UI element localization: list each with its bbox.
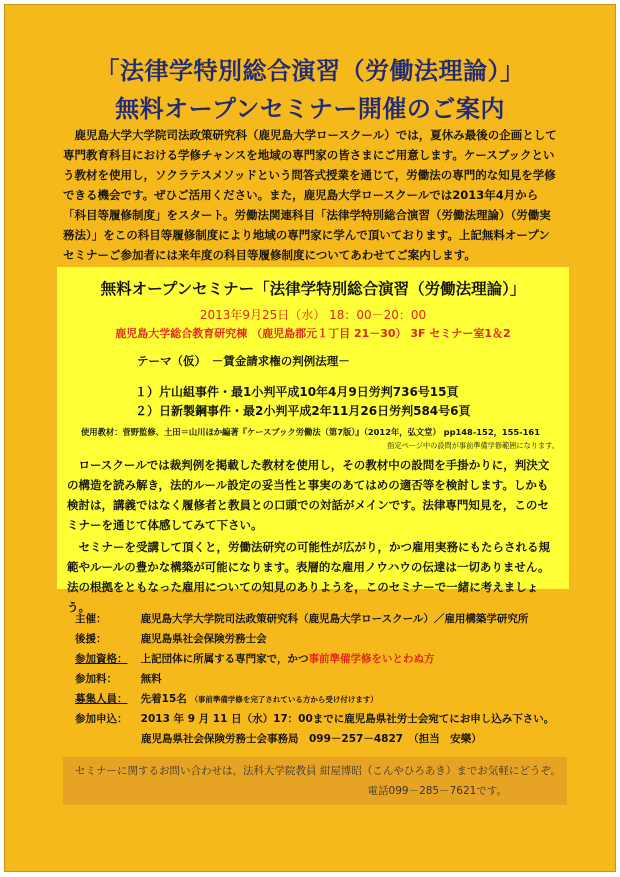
contact-phone: 電話099－285－7621です。 [367, 785, 507, 797]
intro-paragraph: 鹿児島大学大学院司法政策研究科（鹿児島大学ロースクール）では，夏休み最後の企画として専門教育科目における学修チャンスを地域の専門家の皆さまにご用意します。ケースブックという教材を使用し，ソクラテスメソッドという問答式授業を通じて，労働法の専門的な知見を学修できる機会です。ぜひご活用ください。また，鹿児島大学ロースクールでは2013年4月から「科目等履修制度」をスタート。労働法関連科目「法律学特別総合演習（労働法理論）（労働実務法）」をこの科目等履修制度により地域の専門家に学んで頂いております。上記無料オープンセミナーご参加者には来年度の科目等履修制度についてあわせてご案内します。 [63, 128, 557, 262]
organizer-label: 主催： [75, 613, 107, 625]
info-qualification [75, 651, 434, 666]
textbook-scope-note: 指定ページ中の設問が事前準備学修範囲になります。 [387, 441, 559, 450]
case-item-2: ２）日新製鋼事件・最2小判平成2年11月26日労判584号6頁 [135, 404, 471, 418]
seminar-date: 2013年9月25日（水） 18：00－20：00 [199, 308, 427, 322]
flyer-page [4, 4, 616, 872]
title-line-2: 無料オープンセミナー開催のご案内 [115, 95, 505, 123]
seminar-paragraph-2: セミナーを受講して頂くと，労働法研究の可能性が広がり，かつ雇用実務にもたらされる規範やルールの豊かな構築が可能になります。表層的な雇用ノウハウの伝達は一切ありません。法の根拠をともなった雇用についての知見のありようを，このセミナーで一緒に考えましょう。 [67, 540, 550, 614]
apply-office: 鹿児島県社会保険労務士会事務局 099－257－4827 （担当 安樂） [141, 733, 482, 745]
organizer-value: 鹿児島大学大学院司法政策研究科（鹿児島大学ロースクール）／雇用構築学研究所 [140, 613, 529, 625]
info-capacity [75, 691, 378, 706]
seminar-paragraph-1: ロースクールでは裁判例を掲載した教材を使用し，その教材中の設問を手掛かりに，判決文の構造を読み解き，法的ルール設定の妥当性と事実のあてはめの適否等を検討します。しかも検討は，講義ではなく履修者と教員との口頭での対話がメインです。法律専門知見を，このセミナーを通じて体感してみて下さい。 [67, 458, 550, 532]
seminar-venue: 鹿児島大学総合教育研究棟 （鹿児島郡元１丁目 21－30） 3F セミナー室1＆2 [115, 327, 511, 340]
qualification-value: 上記団体に所属する専門家で，かつ [140, 653, 309, 665]
qualification-label: 参加資格： [75, 653, 128, 665]
title-line-1: 「法律学特別総合演習（労働法理論）」 [95, 57, 525, 85]
qualification-highlight: 事前準備学修をいとわぬ方 [308, 653, 435, 665]
case-item-1: １）片山組事件・最1小判平成10年4月9日労判736号15頁 [135, 385, 459, 399]
seminar-title: 無料オープンセミナー「法律学特別総合演習（労働法理論）」 [100, 280, 526, 298]
info-apply [75, 711, 554, 726]
contact-line-1: セミナーに関するお問い合わせは，法科大学院教員 紺屋博昭（こんやひろあき）までお気軽にどうぞ。 [75, 765, 562, 777]
info-support [75, 631, 267, 646]
textbook-note: 使用教材：菅野監修、土田＝山川ほか編著『ケースブック労働法（第7版）』（2012年，弘文堂） pp148-152，155-161 [81, 427, 540, 437]
apply-label: 参加申込： [75, 713, 128, 725]
seminar-theme: テーマ（仮） －賃金請求権の判例法理－ [137, 354, 350, 368]
contact-box [63, 757, 567, 805]
seminar-box [57, 267, 569, 614]
support-value: 鹿児島県社会保険労務士会 [140, 633, 267, 645]
fee-label: 参加料： [75, 673, 117, 685]
capacity-label: 募集人員： [75, 693, 128, 705]
capacity-note: （事前準備学修を完了されている方から受け付けます） [190, 695, 378, 704]
info-fee [75, 671, 162, 686]
fee-value: 無料 [140, 673, 162, 685]
capacity-value: 先着15名 [140, 693, 187, 705]
support-label: 後援： [75, 633, 107, 645]
apply-value: 2013 年 9 月 11 日（水）17：00までに鹿児島県社労士会宛てにお申し込み下さい。 [140, 713, 555, 725]
info-organizer [75, 611, 528, 626]
